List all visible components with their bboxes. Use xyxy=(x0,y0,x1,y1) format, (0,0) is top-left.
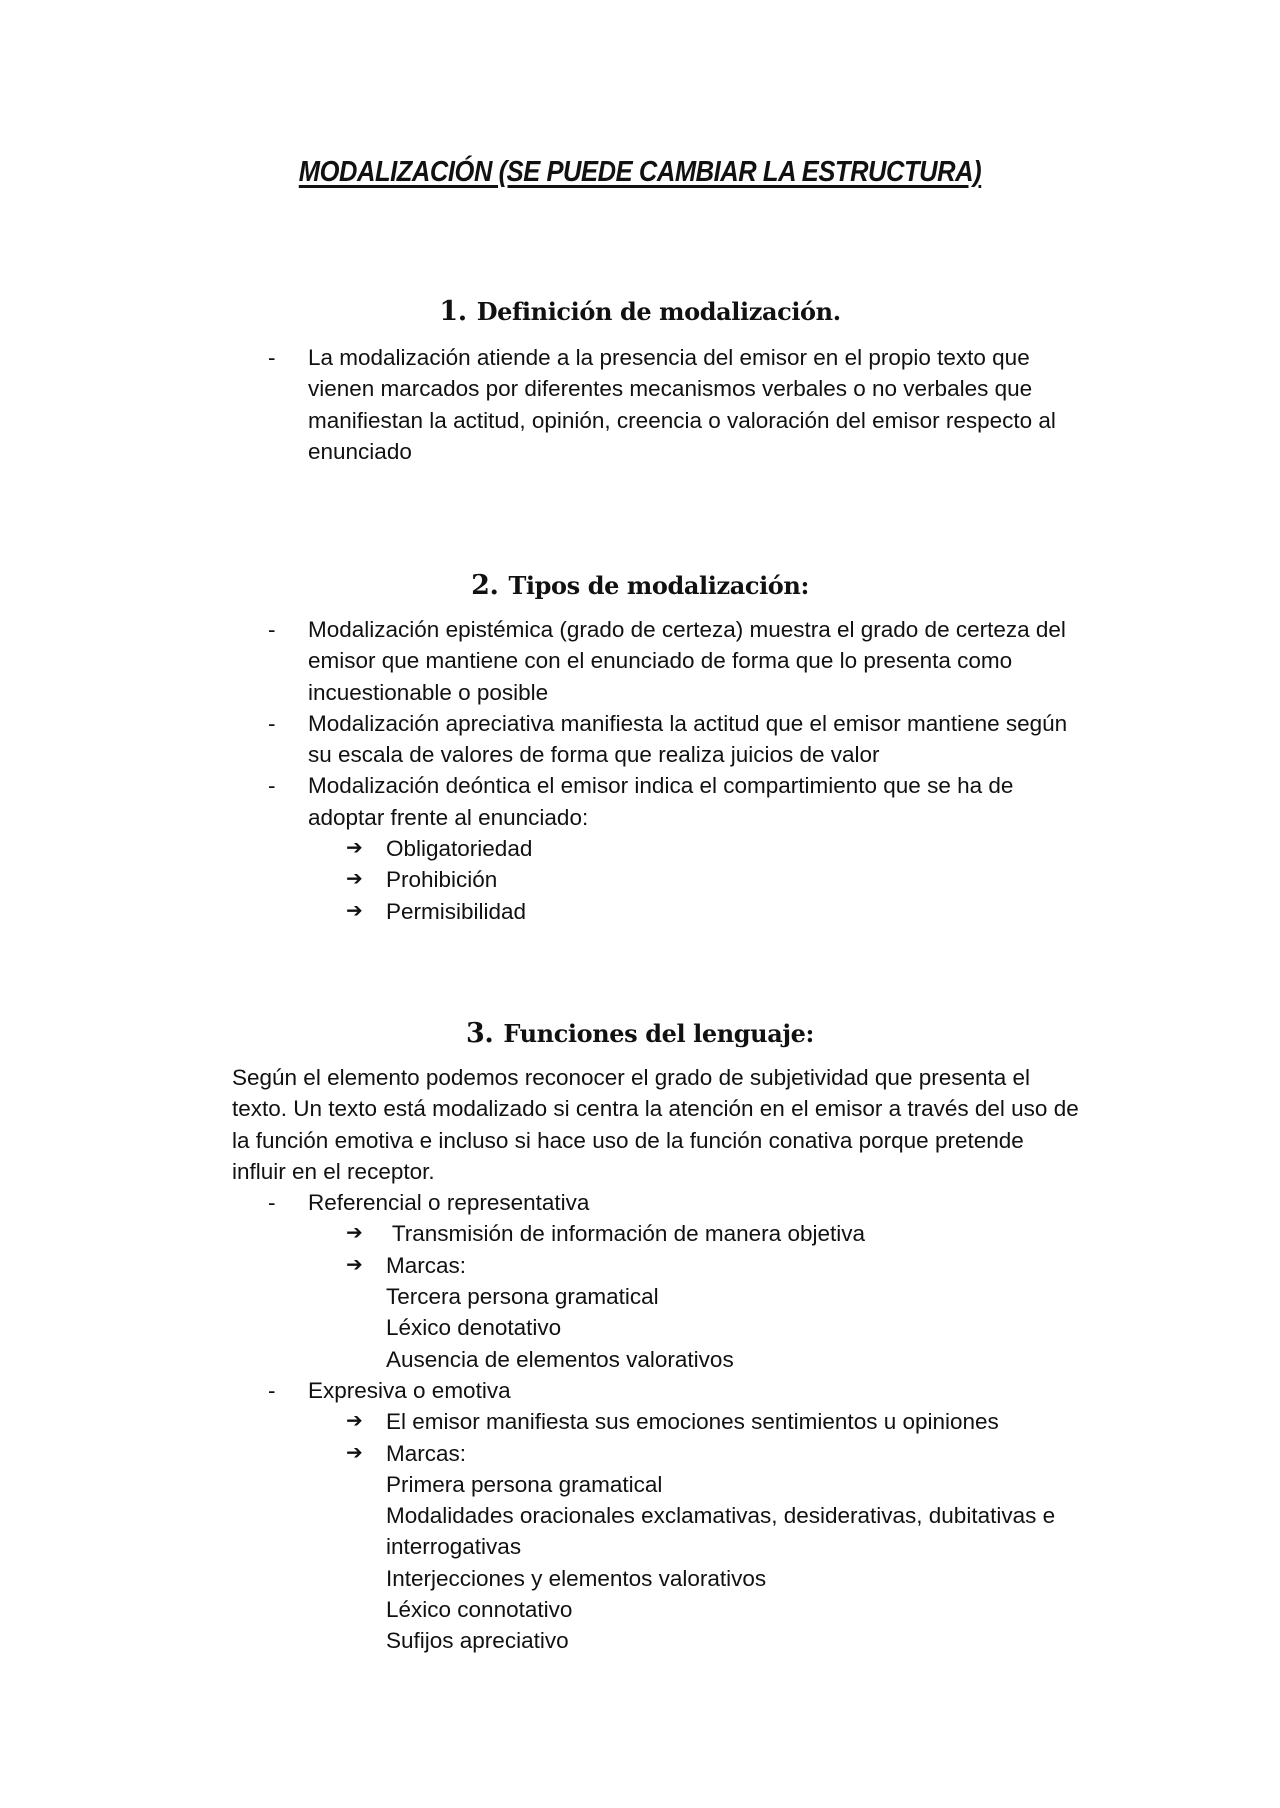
section-2-heading xyxy=(0,570,1280,601)
marca-line xyxy=(0,1500,1280,1531)
text-line: Interjecciones y elementos valorativos xyxy=(386,1565,767,1591)
text-line: Modalidades oracionales exclamativas, desiderativas, dubitativas e xyxy=(386,1503,1056,1529)
arrow-icon: ➔ xyxy=(346,837,363,860)
arrow-icon: ➔ xyxy=(346,1441,363,1464)
sub-list-item xyxy=(0,896,1280,927)
text-line: Marcas: xyxy=(386,1252,467,1278)
sub-list-item xyxy=(0,1406,1280,1437)
list-item xyxy=(0,770,1280,801)
marca-line xyxy=(0,1594,1280,1625)
text-line: Prohibición xyxy=(386,867,498,893)
text-line: El emisor manifiesta sus emociones sentimientos u opiniones xyxy=(386,1409,999,1435)
text-line: Sufijos apreciativo xyxy=(386,1628,569,1654)
arrow-icon: ➔ xyxy=(346,1222,363,1245)
text-line: Permisibilidad xyxy=(386,898,527,924)
text-line: Según el elemento podemos reconocer el grado de subjetividad que presenta el xyxy=(232,1065,1031,1090)
text-line: Ausencia de elementos valorativos xyxy=(386,1346,734,1372)
paragraph-line xyxy=(0,1062,1280,1093)
text-line: texto. Un texto está modalizado si centra la atención en el emisor a través del uso de xyxy=(232,1096,1079,1122)
arrow-icon: ➔ xyxy=(346,868,363,891)
list-item-continuation xyxy=(0,802,1280,833)
text-line: Referencial o representativa xyxy=(308,1190,590,1216)
text-line: Léxico connotativo xyxy=(386,1597,573,1623)
text-line: Tercera persona gramatical xyxy=(386,1284,659,1310)
paragraph-line xyxy=(0,1156,1280,1187)
dash-bullet: - xyxy=(268,1377,276,1403)
section-1-body xyxy=(0,342,1280,467)
text-line: manifiestan la actitud, opinión, creencia o valoración del emisor respecto al xyxy=(308,407,1056,433)
marca-line xyxy=(0,1625,1280,1656)
section-3-heading xyxy=(0,1018,1280,1049)
text-line: Modalización epistémica (grado de certeza) muestra el grado de certeza del xyxy=(308,617,1066,642)
text-line: Primera persona gramatical xyxy=(386,1471,663,1497)
text-line: emisor que mantiene con el enunciado de forma que lo presenta como xyxy=(308,648,1013,674)
text-line: adoptar frente al enunciado: xyxy=(308,804,589,830)
list-item xyxy=(0,1375,1280,1406)
section-1-number: 1. xyxy=(439,296,467,327)
section-2-number: 2. xyxy=(471,570,499,601)
list-item-continuation xyxy=(0,645,1280,676)
arrow-icon: ➔ xyxy=(346,1410,363,1433)
dash-bullet: - xyxy=(268,1190,276,1216)
text-line: vienen marcados por diferentes mecanismos verbales o no verbales que xyxy=(308,376,1033,402)
sub-list-item xyxy=(0,1250,1280,1281)
list-item xyxy=(0,1187,1280,1218)
sub-list-item xyxy=(0,1438,1280,1469)
section-1-title: Definición de modalización. xyxy=(476,297,841,326)
text-line: La modalización atiende a la presencia del emisor en el propio texto que xyxy=(308,345,1030,370)
document-title: MODALIZACIÓN (SE PUEDE CAMBIAR LA ESTRUCTURA) xyxy=(298,156,982,188)
section-3-body xyxy=(0,1062,1280,1657)
arrow-icon: ➔ xyxy=(346,899,363,922)
dash-bullet: - xyxy=(268,773,276,799)
list-item-continuation xyxy=(0,739,1280,770)
paragraph-line xyxy=(0,1125,1280,1156)
text-line: Obligatoriedad xyxy=(386,836,533,862)
text-line: Marcas: xyxy=(386,1440,467,1466)
dash-bullet: - xyxy=(268,710,276,736)
marca-line xyxy=(0,1312,1280,1343)
list-item-continuation xyxy=(0,405,1280,436)
arrow-icon: ➔ xyxy=(346,1253,363,1276)
section-2-title: Tipos de modalización: xyxy=(508,571,809,600)
marca-line xyxy=(0,1344,1280,1375)
text-line: Expresiva o emotiva xyxy=(308,1377,511,1403)
list-item xyxy=(0,708,1280,739)
dash-bullet: - xyxy=(268,345,276,370)
section-1-heading xyxy=(0,296,1280,327)
paragraph-line xyxy=(0,1093,1280,1124)
sub-list-item xyxy=(0,1218,1280,1249)
text-line: interrogativas xyxy=(386,1534,522,1560)
text-line: la función emotiva e incluso si hace uso de la función conativa porque pretende xyxy=(232,1127,1024,1153)
text-line: Transmisión de información de manera objetiva xyxy=(386,1221,865,1247)
text-line: influir en el receptor. xyxy=(232,1158,435,1184)
list-item-continuation xyxy=(0,373,1280,404)
text-line: Modalización deóntica el emisor indica el compartimiento que se ha de xyxy=(308,773,1014,799)
marca-line xyxy=(0,1531,1280,1562)
text-line: Léxico denotativo xyxy=(386,1315,562,1341)
list-item xyxy=(0,614,1280,645)
section-3-title: Funciones del lenguaje: xyxy=(503,1019,814,1048)
text-line: su escala de valores de forma que realiza juicios de valor xyxy=(308,742,880,768)
sub-list-item xyxy=(0,864,1280,895)
list-item-continuation xyxy=(0,677,1280,708)
marca-line xyxy=(0,1281,1280,1312)
list-item-continuation xyxy=(0,436,1280,467)
section-2-body xyxy=(0,614,1280,927)
text-line: enunciado xyxy=(308,438,412,464)
sub-list-item xyxy=(0,833,1280,864)
dash-bullet: - xyxy=(268,617,276,642)
list-item xyxy=(0,342,1280,373)
text-line: incuestionable o posible xyxy=(308,679,549,705)
marca-line xyxy=(0,1563,1280,1594)
marca-line xyxy=(0,1469,1280,1500)
text-line: Modalización apreciativa manifiesta la actitud que el emisor mantiene según xyxy=(308,710,1068,736)
section-3-number: 3. xyxy=(466,1018,494,1049)
